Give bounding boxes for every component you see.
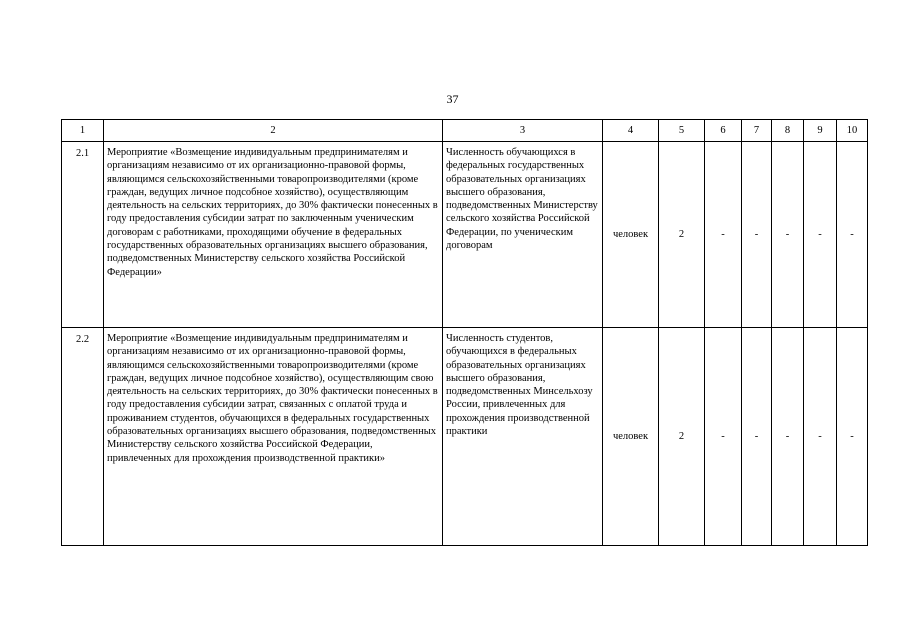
column-header: 2 xyxy=(104,120,443,142)
column-header: 7 xyxy=(742,120,772,142)
column-header: 8 xyxy=(772,120,804,142)
event-description: Мероприятие «Возмещение индивидуальным предпринимателям и организациям независимо от их организационно-правовой формы, являющимся сельскохозяйственными товаропроизводителями (кроме граждан, ведущих личное подсобное хозяйство), осуществляющим свою деятельность на сельских территориях, до 30% фактически понесенных в году предоставления субсидии затрат, связанных с оплатой труда и проживанием студентов, обучающихся в федеральных государственных образовательных организациях высшего образования, подведомственных Министерству сельского хозяйства Российской Федерации, привлеченных для прохождения производственной практики» xyxy=(104,328,443,546)
table-header-row xyxy=(62,120,868,142)
value-cell: 2 xyxy=(659,142,705,328)
row-number: 2.2 xyxy=(62,328,104,546)
column-header: 4 xyxy=(603,120,659,142)
indicator-description: Численность обучающихся в федеральных государственных образовательных организациях высшего образования, подведомственных Министерству сельского хозяйства Российской Федерации, по ученическим договорам xyxy=(443,142,603,328)
table-row xyxy=(62,142,868,328)
value-cell: - xyxy=(804,142,837,328)
column-header: 5 xyxy=(659,120,705,142)
value-cell: - xyxy=(837,328,868,546)
value-cell: - xyxy=(742,328,772,546)
page-number: 37 xyxy=(446,92,459,106)
column-header: 10 xyxy=(837,120,868,142)
value-cell: - xyxy=(837,142,868,328)
value-cell: - xyxy=(705,328,742,546)
column-header: 1 xyxy=(62,120,104,142)
indicator-description: Численность студентов, обучающихся в федеральных образовательных организациях высшего образования, подведомственных Минсельхозу России, привлеченных для прохождения производственной практики xyxy=(443,328,603,546)
column-header: 9 xyxy=(804,120,837,142)
value-cell: - xyxy=(705,142,742,328)
value-cell: - xyxy=(742,142,772,328)
column-header: 6 xyxy=(705,120,742,142)
value-cell: - xyxy=(804,328,837,546)
row-number: 2.1 xyxy=(62,142,104,328)
value-cell: - xyxy=(772,328,804,546)
value-cell: 2 xyxy=(659,328,705,546)
indicators-table xyxy=(61,119,868,546)
unit-cell: человек xyxy=(603,328,659,546)
event-description: Мероприятие «Возмещение индивидуальным предпринимателям и организациям независимо от их организационно-правовой формы, являющимся сельскохозяйственными товаропроизводителями (кроме граждан, ведущих личное подсобное хозяйство), осуществляющим деятельность на сельских территориях, до 30% фактически понесенных в году предоставления субсидии затрат по заключенным ученическим договорам с работниками, проходящими обучение в федеральных государственных образовательных организациях высшего образования, подведомственных Министерству сельского хозяйства Российской Федерации» xyxy=(104,142,443,328)
value-cell: - xyxy=(772,142,804,328)
unit-cell: человек xyxy=(603,142,659,328)
table-row xyxy=(62,328,868,546)
column-header: 3 xyxy=(443,120,603,142)
